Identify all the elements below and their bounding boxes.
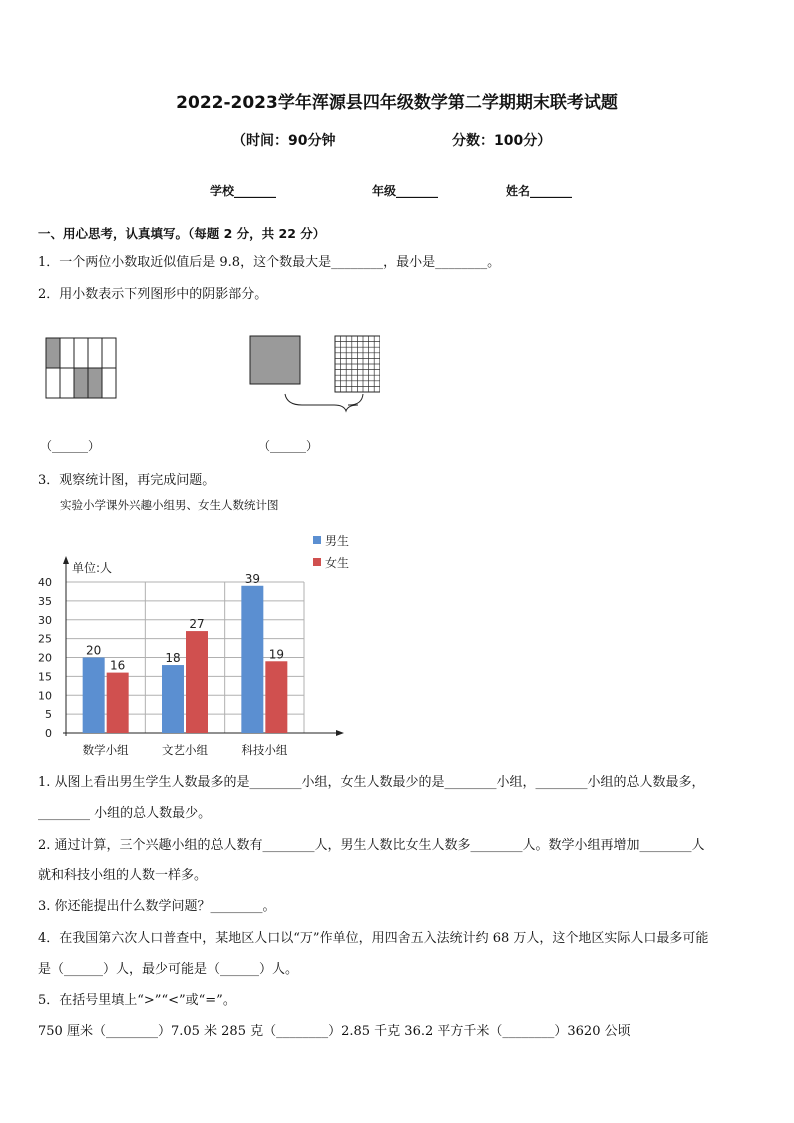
y-tick-label: 35 <box>38 594 52 608</box>
question-5-items: 750 厘米（________）7.05 米 285 克（________）2.85 千克 36.2 平方千米（________）3620 公顷 <box>38 1024 631 1039</box>
grid-cell-shaded <box>46 338 60 368</box>
question-3-1a: 1. 从图上看出男生学生人数最多的是________小组，女生人数最少的是________小组，________小组的总人数最多， <box>38 775 705 790</box>
grid-cell-shaded <box>74 368 88 398</box>
x-tick-label: 文艺小组 <box>162 743 208 757</box>
grid-cell <box>60 338 74 368</box>
exam-score: 分数：100分） <box>452 133 552 149</box>
legend-swatch <box>313 536 321 544</box>
question-4a: 4．在我国第六次人口普查中，某地区人口以“万”作单位，用四舍五入法统计约 68 万人，这个地区实际人口最多可能 <box>38 931 709 946</box>
bar-data-label: 19 <box>268 647 284 662</box>
grid-cell-shaded <box>88 368 102 398</box>
y-tick-label: 15 <box>38 670 52 684</box>
legend-label: 男生 <box>325 534 350 548</box>
bar-boys <box>83 658 105 734</box>
y-axis-arrow <box>63 556 69 564</box>
shaded-grid-figure <box>46 338 116 398</box>
question-3-1b: ________ 小组的总人数最少。 <box>38 806 212 821</box>
hundred-grid-figure <box>335 336 380 392</box>
question-4b: 是（______）人，最少可能是（______）人。 <box>38 962 299 977</box>
question-5: 5．在括号里填上“>”“<”或“=”。 <box>38 993 236 1008</box>
question-3: 3．观察统计图，再完成问题。 <box>38 473 216 488</box>
bar-data-label: 39 <box>244 571 260 586</box>
bar-data-label: 27 <box>189 617 205 632</box>
shaded-figures <box>40 332 380 417</box>
grade-field[interactable]: 年级_______ <box>372 184 439 198</box>
grid-cell <box>60 368 74 398</box>
y-tick-label: 0 <box>45 727 52 740</box>
grid-cell <box>88 338 102 368</box>
bar-girls <box>107 673 129 733</box>
y-tick-label: 40 <box>38 576 52 589</box>
y-axis-label: 单位:人 <box>72 561 113 575</box>
y-tick-label: 30 <box>38 613 52 627</box>
bar-girls <box>186 631 208 733</box>
chart-title: 实验小学课外兴趣小组男、女生人数统计图 <box>60 498 279 512</box>
x-tick-label: 科技小组 <box>241 743 288 757</box>
question-2: 2．用小数表示下列图形中的阴影部分。 <box>38 287 268 302</box>
name-field[interactable]: 姓名_______ <box>506 184 573 198</box>
legend-swatch <box>313 558 321 566</box>
bar-boys <box>241 586 263 733</box>
grid-cell <box>46 368 60 398</box>
y-tick-label: 25 <box>38 632 52 646</box>
bar-boys <box>162 665 184 733</box>
section-heading: 一、用心思考，认真填写。（每题 2 分，共 22 分） <box>38 226 326 241</box>
exam-time: （时间：90分钟 <box>232 133 336 149</box>
bar-girls <box>265 661 287 733</box>
y-tick-label: 20 <box>38 651 52 665</box>
x-axis-arrow <box>336 730 344 736</box>
question-3-3: 3. 你还能提出什么数学问题？________。 <box>38 899 276 914</box>
question-3-2a: 2. 通过计算，三个兴趣小组的总人数有________人，男生人数比女生人数多________人。数学小组再增加________人 <box>38 838 705 853</box>
bar-data-label: 20 <box>86 643 102 658</box>
legend-label: 女生 <box>325 556 350 570</box>
bar-data-label: 18 <box>165 651 181 666</box>
blank-right[interactable]: （______） <box>258 439 319 453</box>
question-1: 1．一个两位小数取近似值后是 9.8，这个数最大是________，最小是________。 <box>38 255 501 270</box>
grid-cell <box>74 338 88 368</box>
y-tick-label: 5 <box>45 708 52 722</box>
question-3-2b: 就和科技小组的人数一样多。 <box>38 868 208 883</box>
bar-chart <box>30 528 370 764</box>
school-field[interactable]: 学校_______ <box>210 184 277 198</box>
blank-left[interactable]: （______） <box>40 439 101 453</box>
bar-data-label: 16 <box>110 658 126 673</box>
y-tick-label: 10 <box>38 689 52 703</box>
x-tick-label: 数学小组 <box>82 743 129 757</box>
page-title: 2022-2023学年浑源县四年级数学第二学期期末联考试题 <box>176 93 618 113</box>
grid-cell <box>102 338 116 368</box>
brace <box>285 394 363 411</box>
shaded-square <box>250 336 300 384</box>
grid-cell <box>102 368 116 398</box>
